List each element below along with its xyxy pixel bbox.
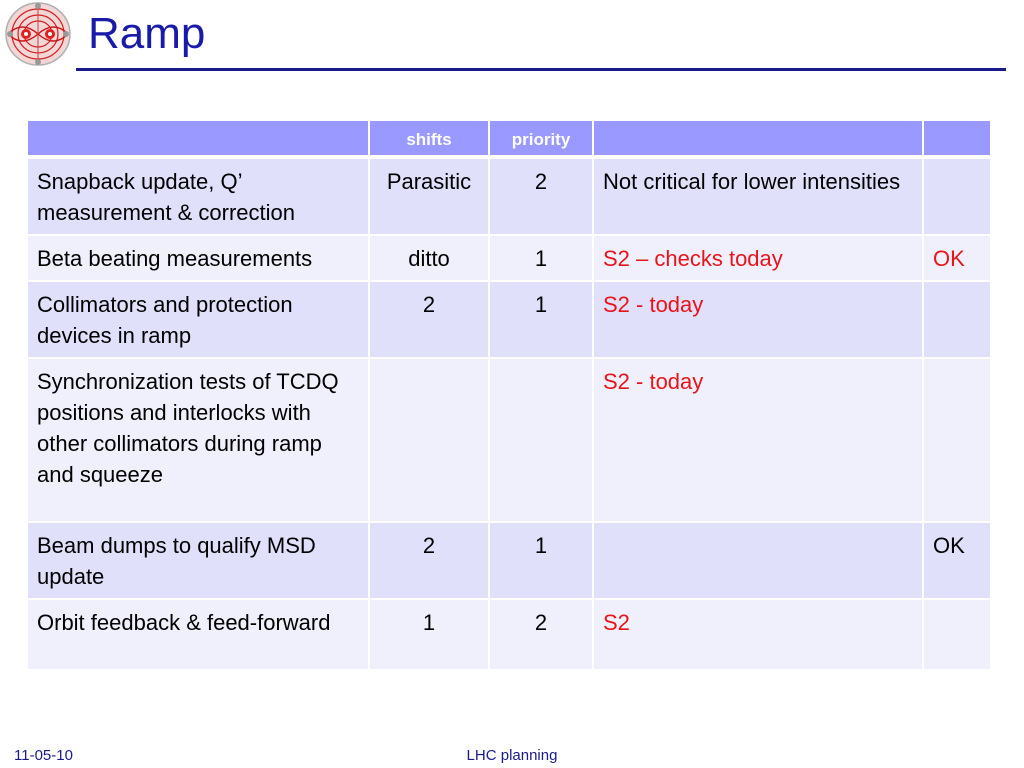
table-row <box>27 281 991 358</box>
status-cell <box>923 599 991 670</box>
footer-title: LHC planning <box>466 747 558 764</box>
priority-cell: 1 <box>489 235 593 281</box>
shifts-cell <box>369 358 489 522</box>
status-cell: OK <box>923 522 991 599</box>
title-divider <box>76 68 1006 71</box>
shifts-cell: 1 <box>369 599 489 670</box>
priority-cell: 1 <box>489 522 593 599</box>
lhc-logo-icon <box>2 0 74 68</box>
header-comment <box>593 120 923 157</box>
header-priority: priority <box>489 120 593 157</box>
status-cell <box>923 358 991 522</box>
shifts-cell: 2 <box>369 522 489 599</box>
page-title: Ramp <box>88 9 206 58</box>
comment-cell: S2 - today <box>593 281 923 358</box>
shifts-cell: 2 <box>369 281 489 358</box>
comment-cell: Not critical for lower intensities <box>593 157 923 235</box>
priority-cell: 2 <box>489 157 593 235</box>
table-row <box>27 157 991 235</box>
task-cell: Synchronization tests of TCDQ positions and interlocks with other collimators during ramp and squeeze <box>27 358 369 522</box>
header-task <box>27 120 369 157</box>
status-cell <box>923 281 991 358</box>
shifts-cell: ditto <box>369 235 489 281</box>
comment-cell: S2 - today <box>593 358 923 522</box>
table-row <box>27 235 991 281</box>
table-row <box>27 522 991 599</box>
table-header-row <box>27 120 991 157</box>
header-status <box>923 120 991 157</box>
task-cell: Snapback update, Q’ measurement & correction <box>27 157 369 235</box>
comment-cell: S2 – checks today <box>593 235 923 281</box>
table-row <box>27 358 991 522</box>
task-cell: Beta beating measurements <box>27 235 369 281</box>
priority-cell: 2 <box>489 599 593 670</box>
task-cell: Collimators and protection devices in ramp <box>27 281 369 358</box>
ramp-table <box>26 119 992 671</box>
footer-date: 11-05-10 <box>14 747 73 764</box>
comment-cell <box>593 522 923 599</box>
priority-cell: 1 <box>489 281 593 358</box>
task-cell: Orbit feedback & feed-forward <box>27 599 369 670</box>
header-shifts: shifts <box>369 120 489 157</box>
status-cell <box>923 157 991 235</box>
task-cell: Beam dumps to qualify MSD update <box>27 522 369 599</box>
comment-cell: S2 <box>593 599 923 670</box>
status-cell: OK <box>923 235 991 281</box>
priority-cell <box>489 358 593 522</box>
shifts-cell: Parasitic <box>369 157 489 235</box>
table-row <box>27 599 991 670</box>
